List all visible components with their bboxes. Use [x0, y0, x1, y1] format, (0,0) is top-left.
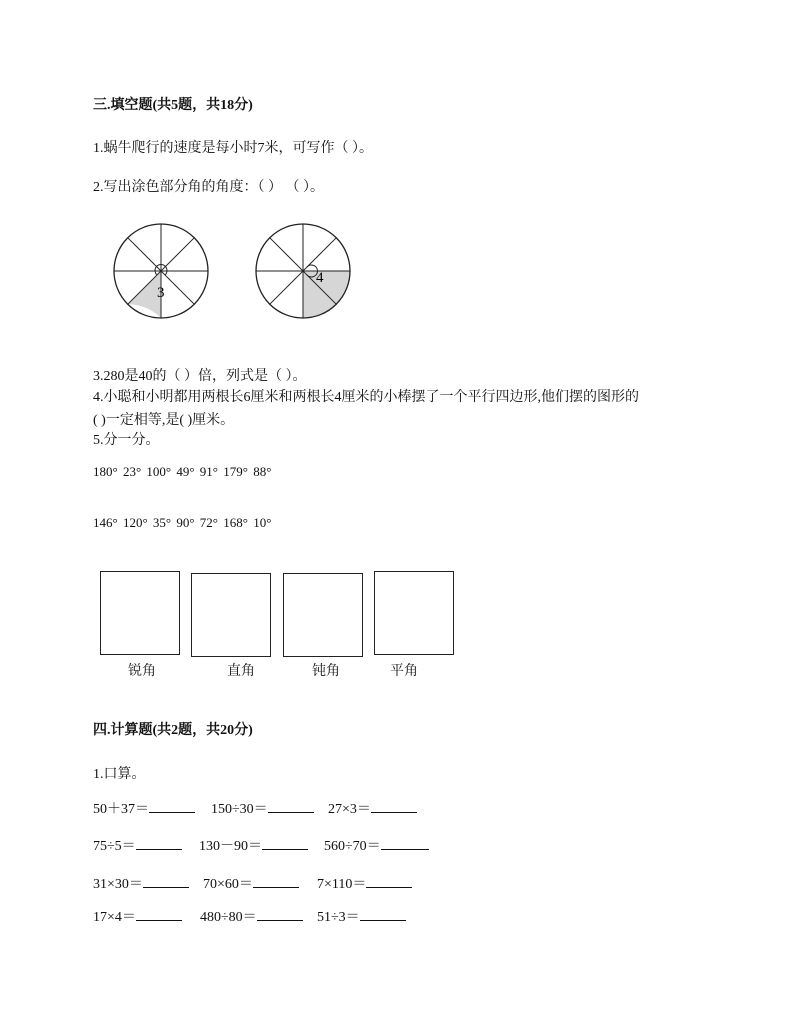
question-5: 5.分一分。 [93, 433, 160, 448]
calc-expression: 17×4＝ [93, 910, 136, 925]
question-4-line-2: ( )一定相等,是( )厘米。 [93, 413, 235, 428]
calc-expression: 130－90＝ [199, 839, 262, 854]
calc-row-4 [93, 906, 182, 926]
section-4-heading: 四.计算题(共2题，共20分) [93, 723, 253, 738]
right-angle-label: 直角 [227, 663, 255, 679]
obtuse-angle-box[interactable] [283, 573, 363, 657]
circle-label-4: 4 [316, 270, 324, 286]
angle-circle-1 [110, 223, 212, 321]
calc-expression: 150÷30＝ [211, 802, 268, 817]
answer-blank[interactable] [366, 875, 412, 888]
calc-item [317, 906, 406, 926]
answer-blank[interactable] [257, 908, 303, 921]
question-3: 3.280是40的（ ）倍，列式是（ ）。 [93, 369, 307, 384]
calc-expression: 27×3＝ [328, 802, 371, 817]
angle-circle-2 [252, 223, 354, 321]
calc-item [328, 798, 417, 818]
answer-blank[interactable] [360, 908, 406, 921]
calc-expression: 7×110＝ [317, 877, 367, 892]
straight-angle-box[interactable] [374, 571, 454, 655]
calc-item [199, 835, 308, 855]
acute-angle-label: 锐角 [128, 663, 156, 679]
circle-label-3: 3 [157, 285, 165, 301]
angle-list-row-1: 180° 23° 100° 49° 91° 179° 88° [93, 464, 272, 479]
answer-blank[interactable] [268, 800, 314, 813]
calc-expression: 70×60＝ [203, 877, 253, 892]
acute-angle-box[interactable] [100, 571, 180, 655]
calc-expression: 50＋37＝ [93, 802, 149, 817]
question-1: 1.蜗牛爬行的速度是每小时7米，可写作（ ）。 [93, 141, 373, 156]
calc-item [317, 873, 412, 893]
answer-blank[interactable] [262, 837, 308, 850]
question-2: 2.写出涂色部分角的角度：（ ） （ ）。 [93, 180, 324, 195]
answer-blank[interactable] [381, 837, 429, 850]
calc-expression: 75÷5＝ [93, 839, 136, 854]
calc-item [203, 873, 299, 893]
calc-item [200, 906, 303, 926]
section-3-heading: 三.填空题(共5题，共18分) [93, 98, 253, 113]
right-angle-box[interactable] [191, 573, 271, 657]
answer-blank[interactable] [136, 908, 182, 921]
answer-blank[interactable] [149, 800, 195, 813]
calc-row-2 [93, 835, 182, 855]
calc-expression: 51÷3＝ [317, 910, 360, 925]
straight-angle-label: 平角 [390, 663, 418, 679]
calc-item [211, 798, 314, 818]
question-4-line-1: 4.小聪和小明都用两根长6厘米和两根长4厘米的小棒摆了一个平行四边形,他们摆的图形的 [93, 390, 639, 405]
answer-blank[interactable] [371, 800, 417, 813]
angle-list-row-2: 146° 120° 35° 90° 72° 168° 10° [93, 515, 272, 530]
calc-row-3 [93, 873, 189, 893]
answer-blank[interactable] [143, 875, 189, 888]
calc-row-1 [93, 798, 195, 818]
answer-blank[interactable] [253, 875, 299, 888]
calc-expression: 480÷80＝ [200, 910, 257, 925]
obtuse-angle-label: 钝角 [312, 663, 340, 679]
calc-expression: 560÷70＝ [324, 839, 381, 854]
answer-blank[interactable] [136, 837, 182, 850]
question-oral-calc: 1.口算。 [93, 767, 146, 782]
calc-item [324, 835, 429, 855]
calc-expression: 31×30＝ [93, 877, 143, 892]
